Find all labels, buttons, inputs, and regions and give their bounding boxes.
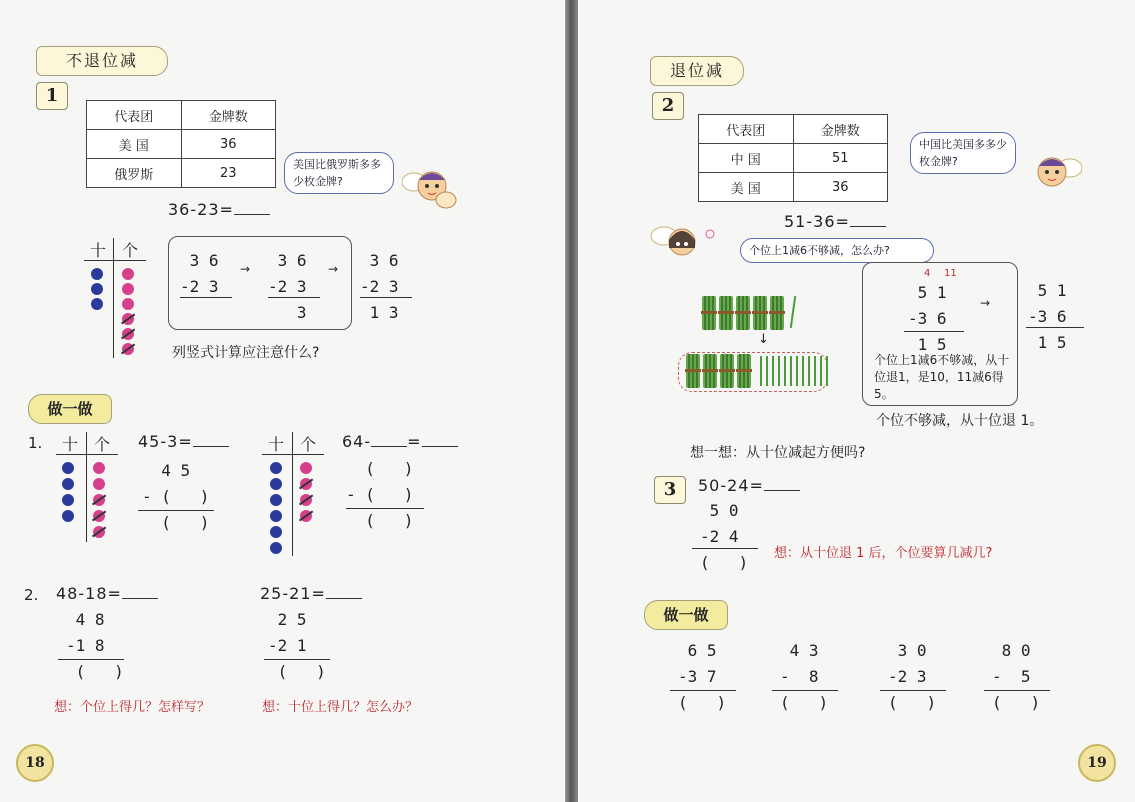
vertical-line: 6 5 (678, 641, 717, 660)
book-gutter (565, 0, 578, 802)
vertical-line: - ( ) (346, 485, 414, 504)
example-number: 3 (654, 476, 686, 504)
bead (122, 283, 134, 295)
problem-label: 1. (28, 434, 43, 452)
vertical-line: 8 0 (992, 641, 1031, 660)
vertical-line: ( ) (678, 693, 727, 712)
bead-crossed (122, 343, 134, 355)
equation-equals: = (407, 432, 422, 451)
bead (270, 478, 282, 490)
arrow-icon: → (240, 262, 251, 276)
example-number: 2 (652, 92, 684, 120)
bundle-icon (737, 354, 751, 388)
answer-blank[interactable] (371, 432, 407, 447)
think-text: 想一想：从十位减起方便吗? (690, 445, 866, 461)
tens-label: 十 (268, 435, 285, 454)
bundle-icon (719, 296, 733, 330)
vertical-line: 3 (268, 303, 307, 322)
caption-text: 个位不够减，从十位退 1。 (876, 413, 1044, 429)
bead (270, 526, 282, 538)
vertical-line: ( ) (700, 553, 749, 572)
bundle-icon (703, 354, 717, 388)
table-header: 代表团 (699, 115, 794, 144)
answer-blank[interactable] (850, 212, 886, 227)
angel-icon (1024, 148, 1082, 198)
vertical-line: 1 3 (360, 303, 399, 322)
bead-crossed (93, 526, 105, 538)
bundle-icon (702, 296, 716, 330)
bead (270, 542, 282, 554)
vertical-line: 4 8 (66, 610, 105, 629)
borrow-mark: 11 (944, 268, 957, 279)
left-page (0, 0, 565, 802)
bead-crossed (300, 510, 312, 522)
vertical-line: - 5 (992, 667, 1031, 686)
bead (93, 478, 105, 490)
vertical-line: 4 5 (142, 461, 191, 480)
table-header: 金牌数 (793, 115, 888, 144)
bead-crossed (122, 313, 134, 325)
hint-text: 想：十位上得几？怎么办？ (262, 700, 419, 715)
table-cell: 俄罗斯 (87, 159, 182, 188)
answer-blank[interactable] (193, 432, 229, 447)
equation: 25-21= (260, 584, 326, 603)
vertical-line: -1 8 (66, 636, 105, 655)
vertical-line: 1 5 (908, 335, 947, 354)
bead (62, 478, 74, 490)
table-cell: 美 国 (87, 130, 182, 159)
hint-text: 想：从十位退 1 后，个位要算几减几? (774, 546, 993, 561)
section-title: 不退位减 (36, 46, 168, 76)
stick-icon (790, 296, 796, 328)
bundle-icon (753, 296, 767, 330)
vertical-line: - 8 (780, 667, 819, 686)
tens-label: 十 (90, 241, 107, 260)
vertical-line: 2 5 (268, 610, 307, 629)
vertical-line: ( ) (142, 513, 210, 532)
bead (270, 510, 282, 522)
bead (93, 462, 105, 474)
vertical-line: -2 3 (268, 277, 307, 296)
speech-bubble: 中国比美国多多少枚金牌? (910, 132, 1016, 174)
vertical-line: 5 0 (700, 501, 739, 520)
table-cell: 36 (181, 130, 276, 159)
bead (122, 268, 134, 280)
page-number: 18 (16, 744, 54, 782)
down-arrow-icon: ↓ (758, 332, 769, 347)
speech-bubble: 个位上1减6不够减，怎么办? (740, 238, 934, 263)
equation: 45-3= (138, 432, 193, 451)
vertical-line: 3 6 (268, 251, 307, 270)
bead (91, 283, 103, 295)
bead (62, 510, 74, 522)
bead-crossed (300, 478, 312, 490)
answer-blank[interactable] (122, 584, 158, 599)
vertical-line: ( ) (346, 511, 414, 530)
bead (122, 298, 134, 310)
vertical-line: 4 3 (780, 641, 819, 660)
equation: 36-23= (168, 200, 234, 219)
vertical-line: -2 3 (360, 277, 399, 296)
page-number: 19 (1078, 744, 1116, 782)
bead (91, 268, 103, 280)
answer-blank[interactable] (764, 476, 800, 491)
practice-title: 做一做 (28, 394, 112, 424)
angel-icon (402, 160, 460, 210)
vertical-line: 3 6 (360, 251, 399, 270)
vertical-line: -3 7 (678, 667, 717, 686)
bead (62, 494, 74, 506)
girl-angel-icon (650, 218, 720, 268)
table-cell: 51 (793, 144, 888, 173)
ones-label: 个 (300, 435, 317, 454)
borrow-note: 个位上1减6不够减，从十位退1，是10，11减6得5。 (874, 353, 1010, 401)
borrow-mark: 4 (924, 268, 931, 279)
vertical-line: ( ) (346, 459, 414, 478)
table-cell: 美 国 (699, 173, 794, 202)
section-title: 退位减 (650, 56, 744, 86)
vertical-line: -3 6 (1028, 307, 1067, 326)
bundle-icon (736, 296, 750, 330)
vertical-line: ( ) (992, 693, 1041, 712)
bead (270, 462, 282, 474)
vertical-line: 5 1 (908, 283, 947, 302)
bead-crossed (300, 494, 312, 506)
vertical-line: ( ) (780, 693, 829, 712)
hint-text: 想：个位上得几？怎样写？ (54, 700, 211, 715)
arrow-icon: → (328, 262, 339, 276)
table-cell: 36 (793, 173, 888, 202)
bundle-icon (770, 296, 784, 330)
vertical-line: -2 1 (268, 636, 307, 655)
vertical-line: ( ) (66, 662, 124, 681)
bundle-icon (686, 354, 700, 388)
bead-crossed (122, 328, 134, 340)
right-page (578, 0, 1135, 802)
answer-blank[interactable] (234, 200, 270, 215)
speech-bubble: 美国比俄罗斯多多少枚金牌? (284, 152, 394, 194)
ones-label: 个 (94, 435, 111, 454)
bead (62, 462, 74, 474)
example-number: 1 (36, 82, 68, 110)
tens-label: 十 (62, 435, 79, 454)
vertical-line: -2 4 (700, 527, 739, 546)
vertical-line: - ( ) (142, 487, 210, 506)
table-header: 代表团 (87, 101, 182, 130)
vertical-line: ( ) (268, 662, 326, 681)
ones-label: 个 (122, 241, 139, 260)
bundle-icon (720, 354, 734, 388)
bead-crossed (93, 510, 105, 522)
vertical-line: 3 0 (888, 641, 927, 660)
equation: 50-24= (698, 476, 764, 495)
problem-label: 2. (24, 586, 39, 604)
answer-blank[interactable] (422, 432, 458, 447)
vertical-line: ( ) (888, 693, 937, 712)
bead (270, 494, 282, 506)
bead (300, 462, 312, 474)
practice-title: 做一做 (644, 600, 728, 630)
equation: 48-18= (56, 584, 122, 603)
vertical-line: -3 6 (908, 309, 947, 328)
arrow-icon: → (980, 296, 991, 310)
medal-table (86, 100, 276, 188)
table-cell: 中 国 (699, 144, 794, 173)
vertical-line: -2 3 (180, 277, 219, 296)
table-cell: 23 (181, 159, 276, 188)
vertical-line: 1 5 (1028, 333, 1067, 352)
equation: 64- (342, 432, 372, 451)
bead (91, 298, 103, 310)
vertical-line: -2 3 (888, 667, 927, 686)
loose-sticks-icon (760, 356, 832, 386)
bead-crossed (93, 494, 105, 506)
equation: 51-36= (784, 212, 850, 231)
medal-table (698, 114, 888, 202)
vertical-line: 5 1 (1028, 281, 1067, 300)
table-header: 金牌数 (181, 101, 276, 130)
question-text: 列竖式计算应注意什么? (172, 345, 320, 361)
answer-blank[interactable] (326, 584, 362, 599)
vertical-line: 3 6 (180, 251, 219, 270)
